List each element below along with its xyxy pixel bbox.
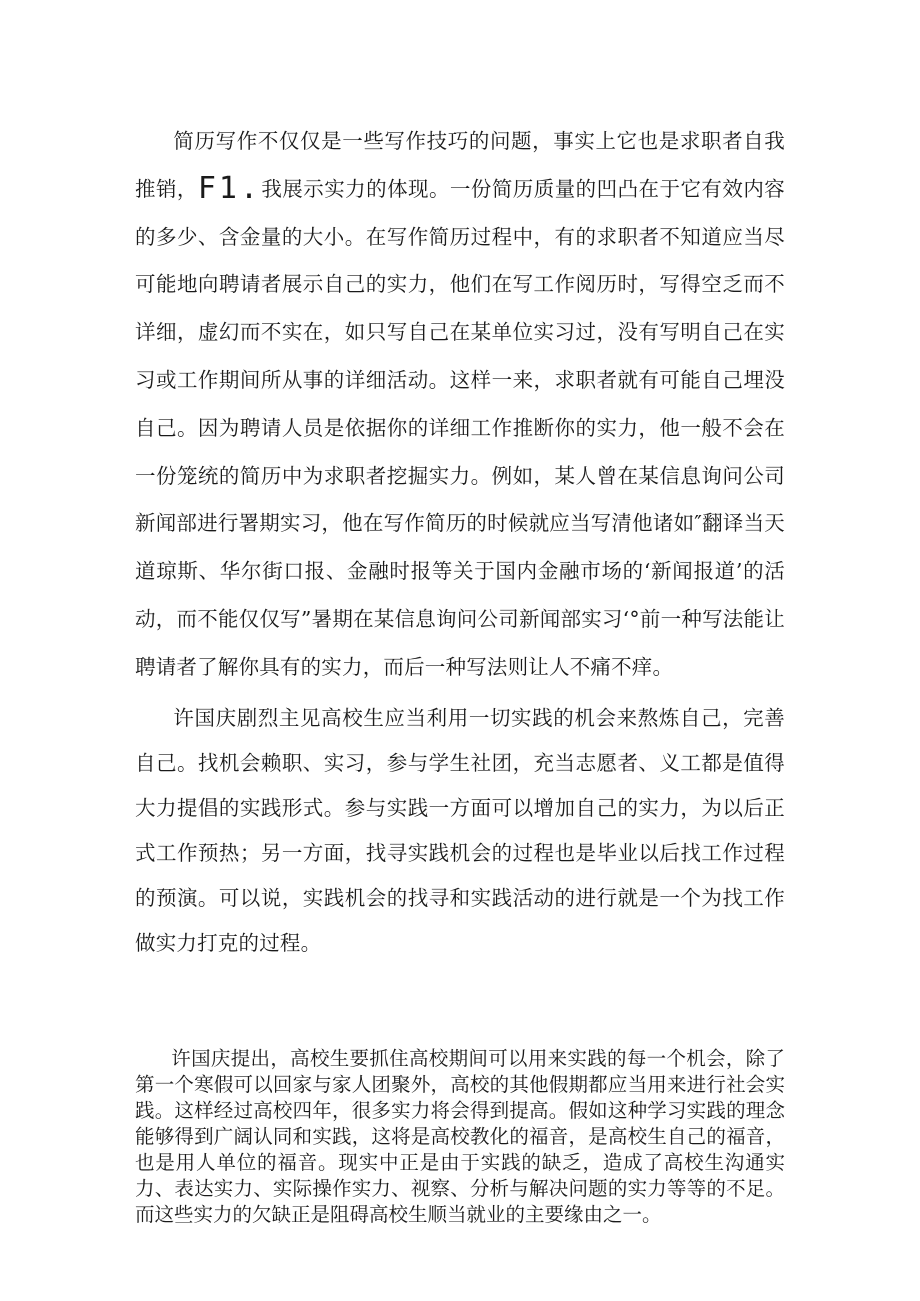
- paragraph-text: 许国庆剧烈主见高校生应当利用一切实践的机会来熬炼自己，完善自己。找机会赖职、实习，参与学生社团，充当志愿者、义工都是值得大力提倡的实践形式。参与实践一方面可以增加自己的实力，为以后正式工作预热；另一方面，找寻实践机会的过程也是毕业以后找工作过程的预演。可以说，实践机会的找寻和实践活动的进行就是一个为找工作做实力打克的过程。: [135, 706, 785, 955]
- paragraph-text-part1: 简历写作不仅仅是一些写作技巧的问题，事实上它也是求职者自我推销，: [135, 129, 785, 201]
- large-glyph-text: F1.: [197, 170, 262, 206]
- paragraph-practice-opportunities: [135, 696, 785, 966]
- paragraph-text: 许国庆提出，高校生要抓住高校期间可以用来实践的每一个机会，除了第一个寒假可以回家与家人团聚外，高校的其他假期都应当用来进行社会实践。这样经过高校四年，很多实力将会得到提高。假如这种学习实践的理念能够得到广阔认同和实践，这将是高校教化的福音，是高校生自己的福音，也是用人单位的福音。现实中正是由于实践的缺乏，造成了高校生沟通实力、表达实力、实际操作实力、视察、分析与解决问题的实力等等的不足。而这些实力的欠缺正是阻碍高校生顺当就业的主要缘由之一。: [135, 1047, 785, 1226]
- paragraph-university-vacations: [135, 1046, 785, 1228]
- paragraph-text-part2: 我展示实力的体现。一份简历质量的凹凸在于它有效内容的多少、含金量的大小。在写作简历过程中，有的求职者不知道应当尽可能地向聘请者展示自己的实力，他们在写工作阅历时，写得空乏而不详细，虚幻而不实在，如只写自己在某单位实习过，没有写明自己在实习或工作期间所从事的详细活动。这样一来，求职者就有可能自己埋没自己。因为聘请人员是依据你的详细工作推断你的实力，他一般不会在一份笼统的简历中为求职者挖掘实力。例如，某人曾在某信息询问公司新闻部进行署期实习，他在写作简历的时候就应当写清他诸如″翻译当天道琼斯、华尔街口报、金融时报等关于国内金融市场的‘新闻报道’的活动，而不能仅仅写”暑期在某信息询问公司新闻部实习‘°前一种写法能让聘请者了解你具有的实力，而后一种写法则让人不痛不痒。: [135, 176, 785, 679]
- paragraph-resume-writing: [135, 118, 785, 692]
